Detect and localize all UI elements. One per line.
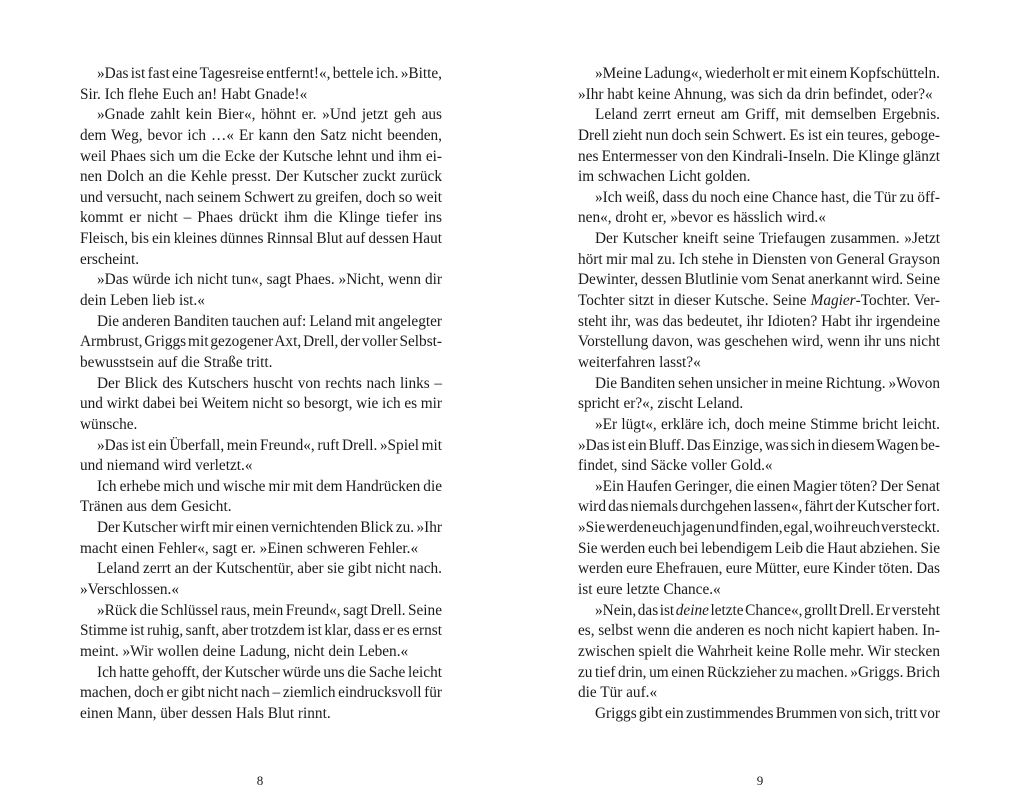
text-line [578,539,940,560]
text-line [578,147,940,168]
text-line [80,580,442,601]
text-line [80,601,442,622]
text-line [578,518,940,539]
line-text: »Verschlossen.« [80,581,179,599]
text-line [578,497,940,518]
text-line [80,477,442,498]
text-line [578,374,940,395]
line-text: bewusstsein auf die Straße tritt. [80,353,273,371]
emphasized-text: deine [675,601,709,619]
text-line [80,663,442,684]
text-line [80,126,442,147]
line-text: letzte Chance«, grollt Drell. Er versteht [708,601,940,619]
text-line [578,621,940,642]
text-line [578,601,940,622]
line-text: »Ihr habt keine Ahnung, was sich da drin befindet, oder?« [578,85,933,103]
text-line [80,642,442,663]
line-text: »Das ist ein Bluff. Das Einzige, was sich in diesem Wagen be- [578,436,940,454]
page-number: 8 [256,773,264,788]
text-line [578,270,940,291]
text-line [578,436,940,457]
line-text: »Rück die Schlüssel raus, mein Freund«, sagt Drell. Seine [97,601,442,619]
text-line [80,208,442,229]
text-line [578,332,940,353]
line-text: »Nein, das ist [595,601,676,619]
line-text: erscheint. [80,250,140,268]
line-text: Stimme ist ruhig, sanft, aber trotzdem ist klar, dass er es ernst [80,622,442,640]
line-text: Vorstellung davon, was geschehen wird, wenn ihr uns nicht [578,333,940,351]
text-line [80,518,442,539]
text-line [578,394,940,415]
text-line [578,704,940,725]
text-line [578,456,940,477]
line-text: Sie werden euch bei lebendigem Leib die Haut abziehen. Sie [578,539,940,557]
text-line [80,188,442,209]
text-line [578,291,940,312]
text-line [578,126,940,147]
text-line [578,167,940,188]
line-text: Der Kutscher wirft mir einen vernichtenden Blick zu. »Ihr [97,519,442,537]
text-line [578,415,940,436]
text-line [578,188,940,209]
line-text: »Gnade zahlt kein Bier«, höhnt er. »Und jetzt geh aus [97,106,442,124]
line-text: es, selbst wenn die anderen es noch nicht kapiert haben. In- [578,622,940,640]
text-line [578,208,940,229]
text-line [578,477,940,498]
line-text: findet, sind Säcke voller Gold.« [578,457,773,475]
page-number: 9 [756,773,764,788]
text-line [80,683,442,704]
line-text: zu tief drin, um einen Rückzieher zu machen. »Griggs. Brich [578,663,940,681]
line-text: Dewinter, dessen Blutlinie vom Senat anerkannt wird. Seine [578,271,940,289]
line-text: spricht er?«, zischt Leland. [578,395,744,413]
line-text: Sir. Ich flehe Euch an! Habt Gnade!« [80,85,308,103]
line-text: Die Banditen sehen unsicher in meine Richtung. »Wovon [595,374,940,392]
line-text: dem Weg, bevor ich …« Er kann den Satz nicht beenden, [80,126,442,144]
text-line [80,539,442,560]
line-text: »Meine Ladung«, wiederholt er mit einem Kopfschütteln. [595,65,940,82]
line-text: Armbrust, Griggs mit gezogener Axt, Drell, der voller Selbst- [80,333,442,351]
line-text: hört mir mal zu. Ich stehe in Diensten von General Grayson [578,250,940,268]
line-text: wird das niemals durchgehen lassen«, fährt der Kutscher fort. [578,498,940,516]
line-text: kommt er nicht – Phaes drückt ihm die Klinge tiefer ins [80,209,442,227]
line-text: ist eure letzte Chance.« [578,581,721,599]
text-line [80,621,442,642]
line-text: weiterfahren lasst?« [578,353,701,371]
line-text: steht ihr, was das bedeutet, ihr Idioten? Habt ihr irgendeine [578,312,940,330]
line-text: macht einen Fehler«, sagt er. »Einen schweren Fehler.« [80,539,419,557]
text-line [80,105,442,126]
text-line [578,64,940,85]
text-line [80,332,442,353]
text-line [80,312,442,333]
line-text: zwischen spielt die Wahrheit keine Rolle mehr. Wir stecken [578,642,940,660]
line-text: wünsche. [80,415,138,433]
line-text: »Das würde ich nicht tun«, sagt Phaes. »Nicht, wenn dir [97,271,442,289]
text-line [578,642,940,663]
text-line [80,415,442,436]
line-text: und wirkt dabei bei Weitem nicht so besorgt, wie ich es mir [80,395,442,413]
line-text: »Das ist fast eine Tagesreise entfernt!«, bettele ich. »Bitte, [97,65,442,82]
line-text: Der Kutscher kneift seine Triefaugen zusammen. »Jetzt [595,230,940,248]
text-line [578,250,940,271]
line-text: nes Entermesser von den Kindrali-Inseln. Die Klinge glänzt [578,147,940,165]
line-text: Drell zieht nun doch sein Schwert. Es ist ein teures, geboge- [578,126,940,144]
text-line [578,663,940,684]
text-line [578,580,940,601]
emphasized-text: Magier [810,292,856,310]
text-line [578,229,940,250]
text-line [578,683,940,704]
text-column [578,64,940,725]
text-line [80,374,442,395]
text-line [80,353,442,374]
line-text: »Sie werden euch jagen und finden, egal, wo ihr euch versteckt. [578,519,940,537]
text-line [80,704,442,725]
line-text: und versucht, nach seinem Schwert zu greifen, doch so weit [80,188,442,206]
line-text: »Das ist ein Überfall, mein Freund«, ruft Drell. »Spiel mit [97,436,442,454]
text-line [80,147,442,168]
line-text: meint. »Wir wollen deine Ladung, nicht dein Leben.« [80,642,409,660]
line-text: nen«, droht er, »bevor es hässlich wird.« [578,209,826,227]
line-text: Der Blick des Kutschers huscht von rechts nach links – [97,374,442,392]
line-text: nen Dolch an die Kehle presst. Der Kutscher zuckt zurück [80,168,442,186]
line-text: Tochter sitzt in dieser Kutsche. Seine [578,292,811,310]
text-line [80,270,442,291]
right-page [510,0,1020,812]
line-text: Ich hatte gehofft, der Kutscher würde uns die Sache leicht [97,663,442,681]
text-line [80,64,442,85]
line-text: einen Mann, über dessen Hals Blut rinnt. [80,704,331,722]
line-text: Griggs gibt ein zustimmendes Brummen von sich, tritt vor [595,704,940,722]
line-text: machen, doch er gibt nicht nach – ziemlich eindrucksvoll für [80,684,442,702]
line-text: im schwachen Licht golden. [578,168,751,186]
line-text: weil Phaes sich um die Ecke der Kutsche lehnt und ihm ei- [80,147,442,165]
text-line [80,497,442,518]
text-line [80,229,442,250]
line-text: Leland zerrt an der Kutschentür, aber sie gibt nicht nach. [97,560,442,578]
text-line [80,250,442,271]
text-line [578,559,940,580]
text-line [80,167,442,188]
line-text: dein Leben lieb ist.« [80,292,205,310]
text-line [80,394,442,415]
line-text: Fleisch, bis ein kleines dünnes Rinnsal Blut auf dessen Haut [80,230,442,248]
line-text: werden eure Ehefrauen, eure Mütter, eure Kinder töten. Das [578,560,940,578]
text-line [80,436,442,457]
text-line [80,559,442,580]
line-text: »Er lügt«, erkläre ich, doch meine Stimme bricht leicht. [595,415,940,433]
line-text: Leland zerrt erneut am Griff, mit demselben Ergebnis. [595,106,940,124]
line-text: »Ich weiß, dass du noch eine Chance hast, die Tür zu öff- [595,188,940,206]
text-line [80,85,442,106]
text-line [80,291,442,312]
text-line [578,353,940,374]
text-line [80,456,442,477]
line-text: Tränen aus dem Gesicht. [80,498,232,516]
line-text: -Tochter. Ver- [855,292,940,310]
text-column [80,64,442,725]
text-line [578,85,940,106]
line-text: »Ein Haufen Geringer, die einen Magier töten? Der Senat [595,477,940,495]
text-line [578,105,940,126]
text-line [578,312,940,333]
line-text: Die anderen Banditen tauchen auf: Leland mit angelegter [97,312,442,330]
line-text: Ich erhebe mich und wische mir mit dem Handrücken die [97,477,442,495]
line-text: die Tür auf.« [578,684,658,702]
line-text: und niemand wird verletzt.« [80,457,253,475]
